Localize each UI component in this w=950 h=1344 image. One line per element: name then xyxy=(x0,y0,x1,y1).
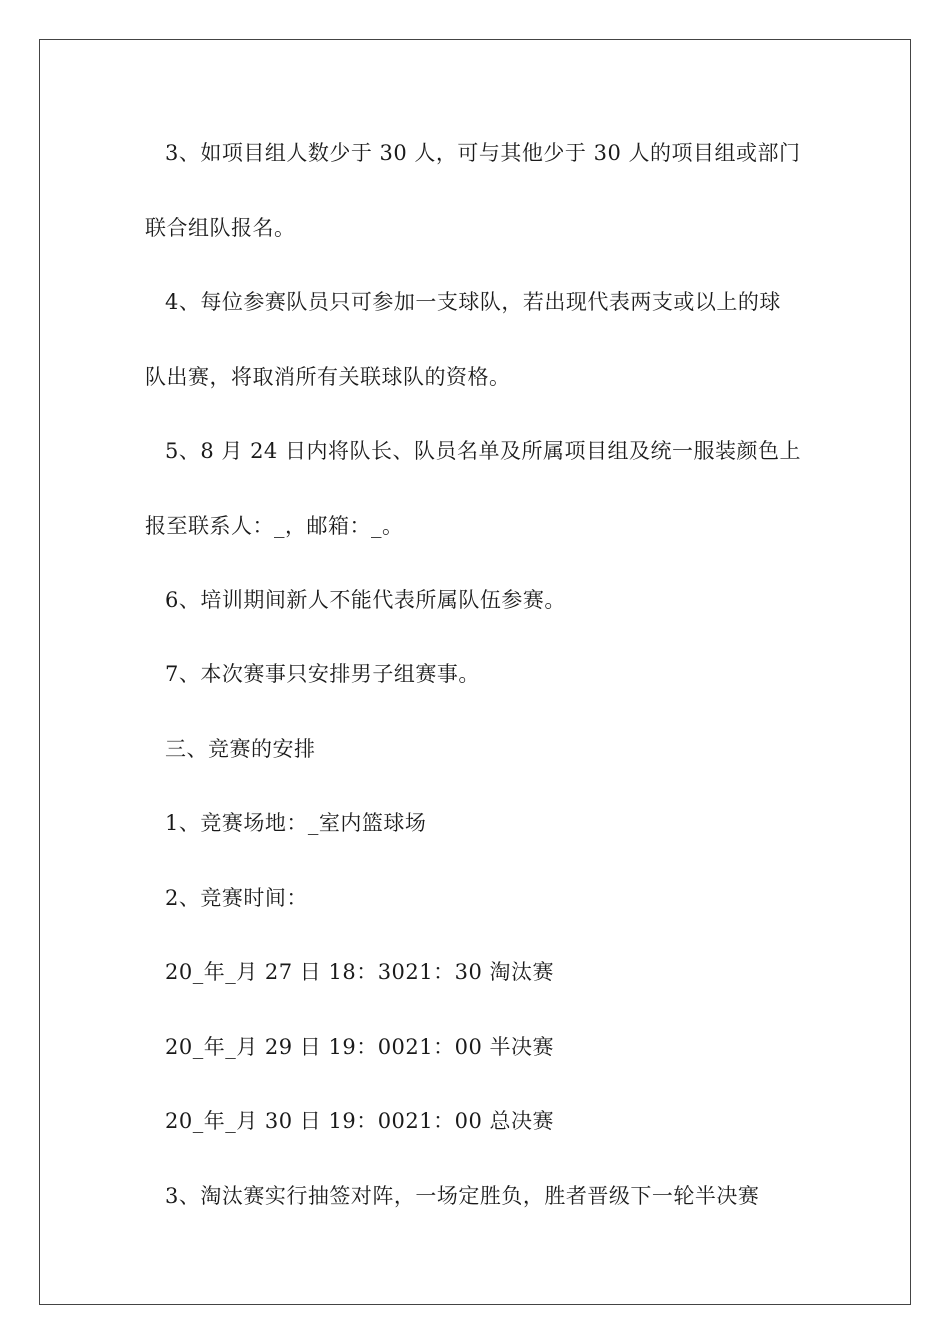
schedule-line: 20_年_月 29 日 19：0021：00 半决赛 xyxy=(165,1035,555,1059)
paragraph-line: 队出赛，将取消所有关联球队的资格。 xyxy=(145,365,511,389)
paragraph-line: 1、竞赛场地：_室内篮球场 xyxy=(165,811,427,835)
schedule-line: 20_年_月 30 日 19：0021：00 总决赛 xyxy=(165,1109,555,1133)
paragraph-line: 5、8 月 24 日内将队长、队员名单及所属项目组及统一服装颜色上 xyxy=(165,439,801,463)
paragraph-line: 联合组队报名。 xyxy=(145,216,296,240)
paragraph-line: 3、淘汰赛实行抽签对阵，一场定胜负，胜者晋级下一轮半决赛 xyxy=(165,1184,760,1208)
paragraph-line: 3、如项目组人数少于 30 人，可与其他少于 30 人的项目组或部门 xyxy=(165,141,801,165)
paragraph-line: 7、本次赛事只安排男子组赛事。 xyxy=(165,662,480,686)
paragraph-line: 4、每位参赛队员只可参加一支球队，若出现代表两支或以上的球 xyxy=(165,290,781,314)
paragraph-line: 报至联系人：_，邮箱：_。 xyxy=(145,514,404,538)
schedule-line: 20_年_月 27 日 18：3021：30 淘汰赛 xyxy=(165,960,555,984)
section-heading: 三、竞赛的安排 xyxy=(165,737,316,761)
paragraph-line: 2、竞赛时间： xyxy=(165,886,308,910)
paragraph-line: 6、培训期间新人不能代表所属队伍参赛。 xyxy=(165,588,566,612)
